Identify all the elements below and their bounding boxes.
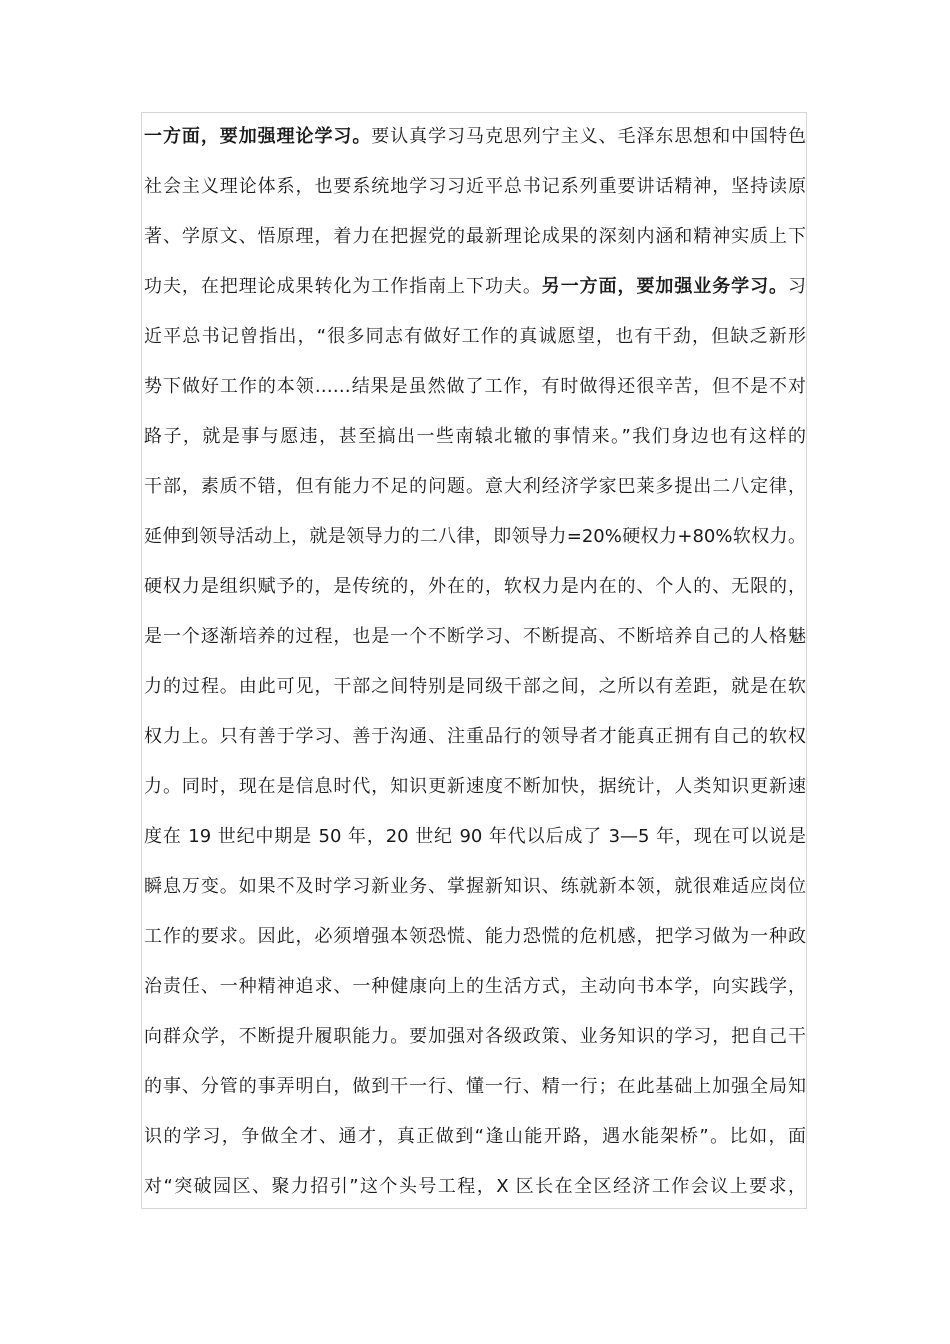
body-text: 近平总书记曾指出，“很多同志有做好工作的真诚愿望，也有干劲，但缺乏新形: [144, 326, 806, 347]
text-line: [144, 1112, 806, 1162]
text-line: [144, 762, 806, 812]
text-line: [144, 962, 806, 1012]
body-text: 治责任、一种精神追求、一种健康向上的生活方式，主动向书本学，向实践学，: [144, 976, 806, 997]
body-text: 力的过程。由此可见，干部之间特别是同级干部之间，之所以有差距，就是在软: [144, 676, 806, 697]
text-line: [144, 412, 806, 462]
body-text: 识的学习，争做全才、通才，真正做到“逢山能开路，遇水能架桥”。比如，面: [144, 1126, 806, 1147]
text-line: [144, 562, 806, 612]
body-text: 习: [788, 276, 806, 297]
text-line: [144, 262, 806, 312]
text-line: [144, 1062, 806, 1112]
text-line: [144, 612, 806, 662]
body-text: 要认真学习马克思列宁主义、毛泽东思想和中国特色: [371, 126, 806, 147]
text-line: [144, 362, 806, 412]
body-text: 硬权力是组织赋予的，是传统的，外在的，软权力是内在的、个人的、无限的，: [144, 576, 806, 597]
text-line: [144, 312, 806, 362]
body-text: 权力上。只有善于学习、善于沟通、注重品行的领导者才能真正拥有自己的软权: [144, 726, 806, 747]
text-line: [144, 1012, 806, 1062]
document-body: [144, 112, 806, 1212]
text-line: [144, 862, 806, 912]
body-text: 功夫，在把理论成果转化为工作指南上下功夫。: [144, 276, 542, 297]
body-text: 对“突破园区、聚力招引”这个头号工程，X 区长在全区经济工作会议上要求，: [144, 1176, 806, 1197]
body-text: 向群众学，不断提升履职能力。要加强对各级政策、业务知识的学习，把自己干: [144, 1026, 806, 1047]
body-text: 著、学原文、悟原理，着力在把握党的最新理论成果的深刻内涵和精神实质上下: [144, 226, 806, 247]
text-line: [144, 1162, 806, 1212]
body-text: 工作的要求。因此，必须增强本领恐慌、能力恐慌的危机感，把学习做为一种政: [144, 926, 806, 947]
text-line: [144, 812, 806, 862]
body-text: 社会主义理论体系，也要系统地学习习近平总书记系列重要讲话精神，坚持读原: [144, 176, 806, 197]
body-text: 是一个逐渐培养的过程，也是一个不断学习、不断提高、不断培养自己的人格魅: [144, 626, 806, 647]
text-line: [144, 712, 806, 762]
text-line: [144, 512, 806, 562]
text-line: [144, 212, 806, 262]
bold-heading-text: 另一方面，要加强业务学习。: [541, 276, 788, 297]
body-text: 力。同时，现在是信息时代，知识更新速度不断加快，据统计，人类知识更新速: [144, 776, 806, 797]
body-text: 的事、分管的事弄明白，做到干一行、懂一行、精一行；在此基础上加强全局知: [144, 1076, 806, 1097]
body-text: 路子，就是事与愿违，甚至搞出一些南辕北辙的事情来。”我们身边也有这样的: [144, 426, 806, 447]
bold-heading-text: 一方面，要加强理论学习。: [144, 126, 372, 147]
text-line: [144, 162, 806, 212]
body-text: 干部，素质不错，但有能力不足的问题。意大利经济学家巴莱多提出二八定律，: [144, 476, 806, 497]
body-text: 延伸到领导活动上，就是领导力的二八律，即领导力=20%硬权力+80%软权力。: [144, 526, 806, 547]
text-line: [144, 662, 806, 712]
body-text: 度在 19 世纪中期是 50 年，20 世纪 90 年代以后成了 3—5 年，现在可以说是: [144, 826, 806, 847]
text-line: [144, 462, 806, 512]
text-line: [144, 112, 806, 162]
text-line: [144, 912, 806, 962]
body-text: 势下做好工作的本领……结果是虽然做了工作，有时做得还很辛苦，但不是不对: [144, 376, 806, 397]
body-text: 瞬息万变。如果不及时学习新业务、掌握新知识、练就新本领，就很难适应岗位: [144, 876, 806, 897]
